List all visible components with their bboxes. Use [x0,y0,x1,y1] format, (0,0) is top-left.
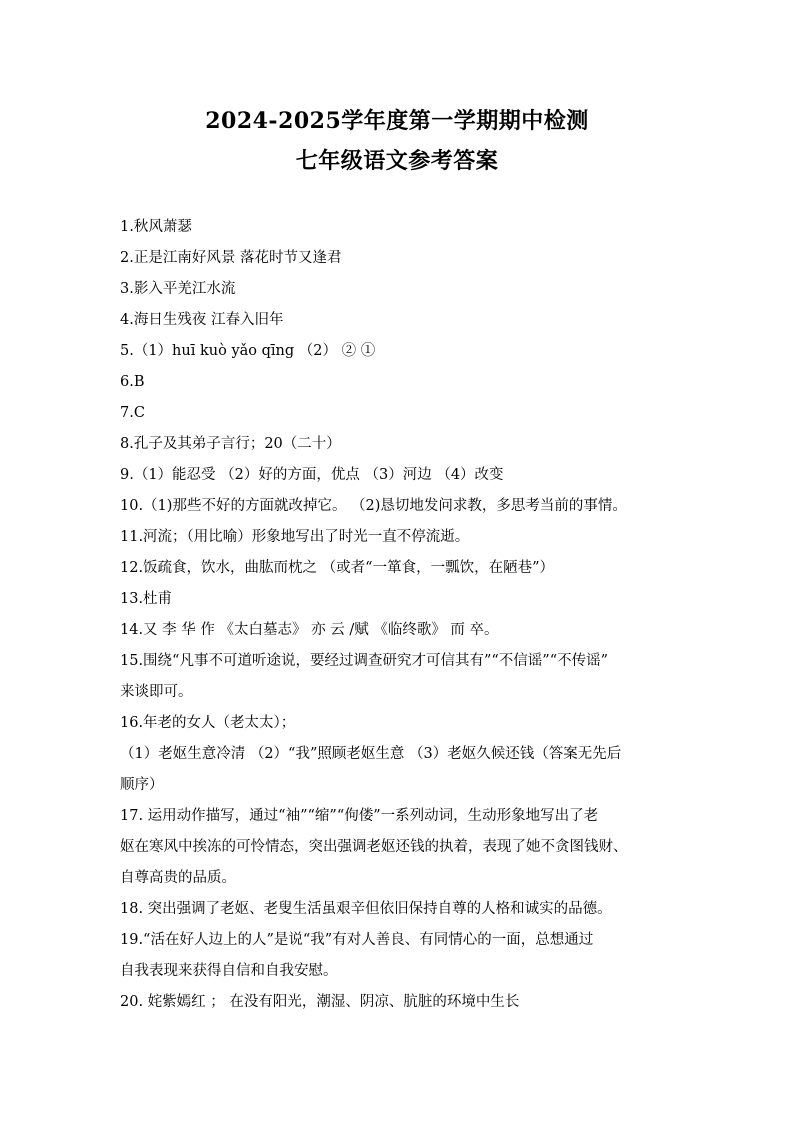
answer-line: 1.秋风萧瑟 [120,219,192,235]
answer-line: （1）老妪生意冷清 （2）“我”照顾老妪生意 （3）老妪久候还钱（答案无先后 [120,746,622,762]
document-subtitle: 七年级语文参考答案 [295,148,499,174]
answer-line: 13.杜甫 [120,591,173,607]
answer-line: 17. 运用动作描写，通过“袖”“缩”“佝偻”一系列动词，生动形象地写出了老 [120,808,599,824]
answer-line: 2.正是江南好风景 落花时节又逢君 [120,250,342,266]
answer-line: 8.孔子及其弟子言行；20（二十） [120,436,341,452]
answer-line: 18. 突出强调了老妪、老叟生活虽艰辛但依旧保持自尊的人格和诚实的品德。 [120,901,612,917]
answer-line: 20. 姹紫嫣红 ； 在没有阳光，潮湿、阴凉、肮脏的环境中生长 [120,994,520,1010]
answer-line: 7.C [120,405,145,421]
answer-line: 妪在寒风中挨冻的可怜情态，突出强调老妪还钱的执着，表现了她不贪图钱财、 [120,839,628,855]
answer-line: 4.海日生残夜 江春入旧年 [120,312,284,328]
answer-line: 自尊高贵的品质。 [120,870,236,886]
answer-line: 自我表现来获得自信和自我安慰。 [120,963,338,979]
answer-line: 12.饭疏食，饮水，曲肱而枕之 （或者“一箪食，一瓢饮，在陋巷”） [120,560,554,576]
answer-line: 10.（1)那些不好的方面就改掉它。 （2)恳切地发问求教，多思考当前的事情。 [120,498,627,514]
answer-line: 14.又 李 华 作 《太白墓志》 亦 云 /赋 《临终歌》 而 卒。 [120,622,499,638]
answer-line: 19.“活在好人边上的人”是说“我”有对人善良、有同情心的一面，总想通过 [120,932,594,948]
document-title: 2024-2025学年度第一学期期中检测 [205,108,589,134]
answer-line: 来谈即可。 [120,684,193,700]
answer-line: 15.围绕“凡事不可道听途说，要经过调查研究才可信其有”“不信谣”“不传谣” [120,653,609,669]
answer-line: 5.（1）huī kuò yǎo qīng （2） ② ① [120,343,376,359]
answer-line: 3.影入平羌江水流 [120,281,236,297]
answer-line: 16.年老的女人（老太太）； [120,715,296,731]
answer-line: 顺序） [120,777,164,793]
answer-line: 9.（1）能忍受 （2）好的方面，优点 （3）河边 （4）改变 [120,467,504,483]
answer-list [120,212,690,1018]
answer-line: 11.河流；（用比喻）形象地写出了时光一直不停流逝。 [120,529,470,545]
answer-line: 6.B [120,374,145,390]
